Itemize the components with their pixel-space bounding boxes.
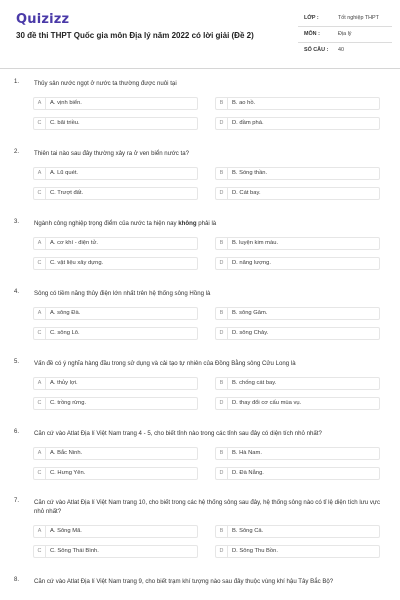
option-letter: B <box>216 168 228 179</box>
info-value: Tốt nghiệp THPT <box>338 15 379 21</box>
option-a[interactable] <box>33 97 198 110</box>
option-b[interactable] <box>215 167 380 180</box>
option-letter: C <box>34 188 46 199</box>
option-letter: D <box>216 328 228 339</box>
option-letter: D <box>216 258 228 269</box>
option-c[interactable] <box>33 467 198 480</box>
option-text: A. vịnh biển. <box>50 100 82 106</box>
option-letter: B <box>216 448 228 459</box>
option-c[interactable] <box>33 187 198 200</box>
question-text: Căn cứ vào Atlat Địa lí Việt Nam trang 4 - 5, cho biết tỉnh nào trong các tỉnh sau đây có diện tích nhỏ nhất? <box>34 430 322 437</box>
question-number: 1. <box>14 79 20 85</box>
option-text: B. Sông Cả. <box>232 528 264 534</box>
option-letter: B <box>216 238 228 249</box>
option-letter: B <box>216 378 228 389</box>
option-d[interactable] <box>215 545 380 558</box>
option-letter: C <box>34 328 46 339</box>
question-number: 4. <box>14 289 20 295</box>
option-letter: C <box>34 258 46 269</box>
option-text: A. thủy lợi. <box>50 380 78 386</box>
option-text: B. ao hồ. <box>232 100 256 106</box>
option-d[interactable] <box>215 187 380 200</box>
question-text: Căn cứ vào Atlat Địa lí Việt Nam trang 9, cho biết trạm khí tượng nào sau đây thuộc vùng khí hậu Tây Bắc Bộ? <box>34 578 334 585</box>
option-text: C. bãi triều. <box>50 120 80 126</box>
question-text: Sông có tiềm năng thủy điện lớn nhất trên hệ thống sông Hồng là <box>34 290 211 297</box>
option-d[interactable] <box>215 397 380 410</box>
option-text: D. Sông Thu Bồn. <box>232 548 278 554</box>
question-number: 5. <box>14 359 20 365</box>
option-letter: C <box>34 118 46 129</box>
option-text: B. luyện kim màu. <box>232 240 279 246</box>
worksheet-info-table <box>298 11 392 59</box>
question-text-emphasis: không <box>178 220 197 227</box>
option-text: A. Lũ quét. <box>50 170 79 176</box>
option-letter: C <box>34 468 46 479</box>
option-c[interactable] <box>33 397 198 410</box>
info-row-count <box>298 43 392 59</box>
option-text: C. vật liệu xây dựng. <box>50 260 104 266</box>
option-text: C. Sông Thái Bình. <box>50 548 99 554</box>
option-letter: D <box>216 398 228 409</box>
question-number: 3. <box>14 219 20 225</box>
option-c[interactable] <box>33 545 198 558</box>
option-a[interactable] <box>33 447 198 460</box>
option-text: C. Trượt đất. <box>50 190 84 196</box>
question-number: 7. <box>14 498 20 504</box>
option-letter: D <box>216 118 228 129</box>
option-a[interactable] <box>33 307 198 320</box>
option-text: A. Bắc Ninh. <box>50 450 83 456</box>
option-letter: B <box>216 98 228 109</box>
option-text: D. năng lượng. <box>232 260 271 266</box>
info-label: MÔN : <box>304 31 320 37</box>
option-letter: A <box>34 378 46 389</box>
option-letter: D <box>216 546 228 557</box>
option-text: C. Hưng Yên. <box>50 470 86 476</box>
option-text: B. sông Gâm. <box>232 310 268 316</box>
option-a[interactable] <box>33 167 198 180</box>
option-text: B. Hà Nam. <box>232 450 262 456</box>
option-b[interactable] <box>215 377 380 390</box>
option-a[interactable] <box>33 377 198 390</box>
option-a[interactable] <box>33 525 198 538</box>
question-number: 6. <box>14 429 20 435</box>
option-b[interactable] <box>215 97 380 110</box>
info-row-class <box>298 11 392 27</box>
option-letter: A <box>34 448 46 459</box>
option-letter: C <box>34 546 46 557</box>
header-divider <box>0 68 400 69</box>
option-text: D. Đà Nẵng. <box>232 470 264 476</box>
option-d[interactable] <box>215 257 380 270</box>
option-text: A. sông Đà. <box>50 310 81 316</box>
option-c[interactable] <box>33 257 198 270</box>
option-text: A. cơ khí - điện tử. <box>50 240 98 246</box>
option-letter: A <box>34 98 46 109</box>
option-d[interactable] <box>215 327 380 340</box>
info-value: 40 <box>338 47 344 53</box>
option-letter: C <box>34 398 46 409</box>
option-text: D. thay đổi cơ cấu mùa vụ. <box>232 400 302 406</box>
info-row-subject <box>298 27 392 43</box>
option-c[interactable] <box>33 327 198 340</box>
option-letter: D <box>216 468 228 479</box>
question-text-part: Ngành công nghiệp trọng điểm của nước ta hiện nay <box>34 220 179 227</box>
option-text: D. sông Chảy. <box>232 330 269 336</box>
option-letter: A <box>34 308 46 319</box>
option-b[interactable] <box>215 307 380 320</box>
question-text: Thủy sản nước ngọt ở nước ta thường được nuôi tại <box>34 80 177 87</box>
option-text: C. sông Lô. <box>50 330 80 336</box>
option-b[interactable] <box>215 237 380 250</box>
question-number: 8. <box>14 577 20 583</box>
question-text <box>34 219 382 228</box>
info-label: SỐ CÂU : <box>304 47 329 53</box>
worksheet-header <box>0 0 400 68</box>
option-letter: A <box>34 238 46 249</box>
question-text: Thiên tai nào sau đây thường xảy ra ở ven biển nước ta? <box>34 150 189 157</box>
question-text: Căn cứ vào Atlat Địa lí Việt Nam trang 10, cho biết trong các hệ thống sông sau đây, hệ thống sông nào có tỉ lệ diện tích lưu vực nhỏ nhất? <box>34 499 381 515</box>
option-text: D. đầm phá. <box>232 120 264 126</box>
option-text: B. Sóng thần. <box>232 170 268 176</box>
option-letter: D <box>216 188 228 199</box>
option-b[interactable] <box>215 525 380 538</box>
option-letter: A <box>34 526 46 537</box>
worksheet-title: 30 đề thi THPT Quốc gia môn Địa lý năm 2022 có lời giải (Đề 2) <box>16 31 254 40</box>
option-d[interactable] <box>215 117 380 130</box>
option-letter: B <box>216 308 228 319</box>
option-letter: B <box>216 526 228 537</box>
option-text: B. chống cát bay. <box>232 380 277 386</box>
question-number: 2. <box>14 149 20 155</box>
option-a[interactable] <box>33 237 198 250</box>
option-d[interactable] <box>215 467 380 480</box>
question-text-part: phải là <box>196 220 217 227</box>
info-label: LỚP : <box>304 15 319 21</box>
question-text: Vấn đề có ý nghĩa hàng đầu trong sử dụng và cải tạo tự nhiên của Đồng Bằng sông Cửu Long là <box>34 360 296 367</box>
option-text: C. trồng rừng. <box>50 400 87 406</box>
option-text: A. Sông Mã. <box>50 528 82 534</box>
quizizz-logo[interactable]: Quizizz <box>16 12 70 27</box>
option-c[interactable] <box>33 117 198 130</box>
option-text: D. Cát bay. <box>232 190 261 196</box>
info-value: Địa lý <box>338 31 352 37</box>
option-b[interactable] <box>215 447 380 460</box>
option-letter: A <box>34 168 46 179</box>
